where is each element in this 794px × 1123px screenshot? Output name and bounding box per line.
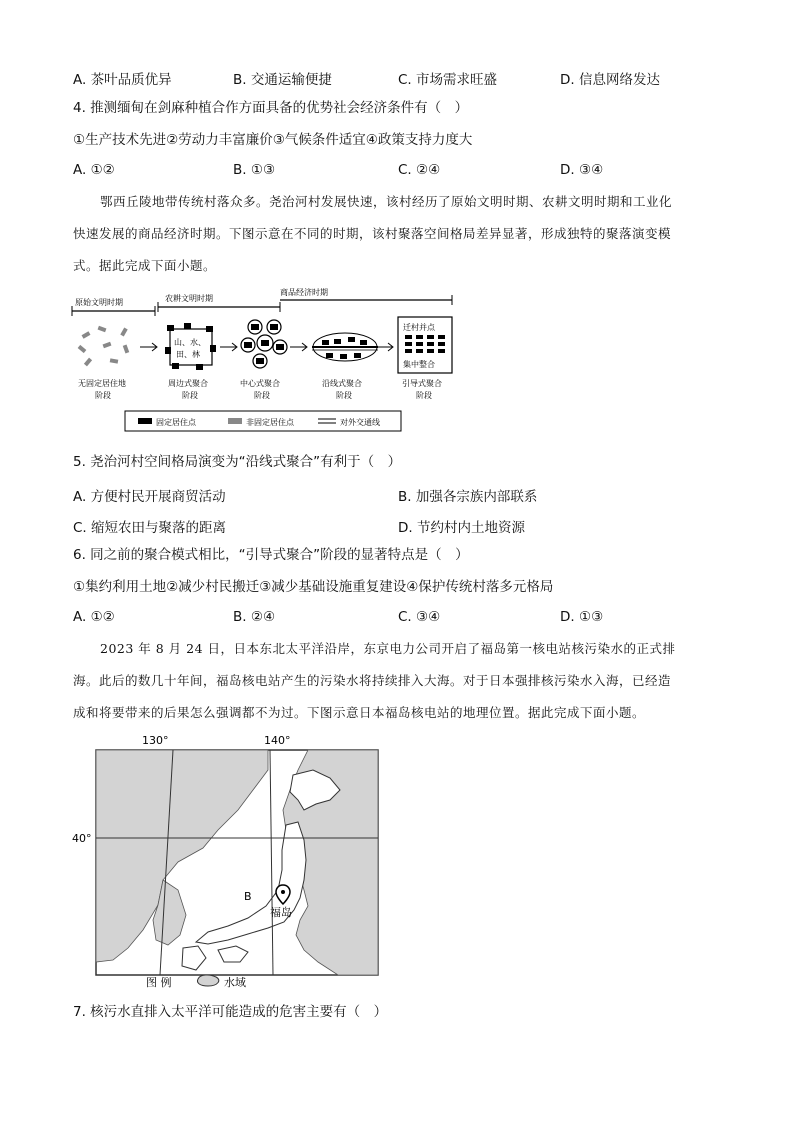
map-point-b-label: B [244,890,252,903]
q6-items: ①集约利用土地②减少村民搬迁③减少基础设施重复建设④保护传统村落多元格局 [73,579,554,595]
stage5-box-line1: 迁村并点 [403,323,435,332]
stage5-caption-2: 阶段 [416,391,432,400]
q5-option-d[interactable]: D. 节约村内土地资源 [398,520,525,536]
water-legend-swatch [197,975,218,986]
stage2-caption: 周边式聚合 [168,379,208,388]
q4-option-d[interactable]: D. ③④ [560,162,604,178]
q5-option-b[interactable]: B. 加强各宗族内部联系 [398,489,538,505]
q7-stem: 7. 核污水直排入太平洋可能造成的危害主要有（ ） [73,1004,388,1020]
q4-option-c[interactable]: C. ②④ [398,162,441,178]
fukushima-label: 福岛 [270,906,292,919]
map-legend-title: 图 例 [146,976,172,989]
q6-stem: 6. 同之前的聚合模式相比，“引导式聚合”阶段的显著特点是（ ） [73,547,469,563]
passage1-line-3: 式。据此完成下面小题。 [73,258,217,273]
legend-fixed: 固定居住点 [156,418,196,427]
q5-option-a[interactable]: A. 方便村民开展商贸活动 [73,489,226,505]
lon-140-label: 140° [264,734,291,747]
passage2-line-2: 海。此后的数几十年间，福岛核电站产生的污染水将持续排入大海。对于日本强排核污染水入海，已经造 [73,673,672,688]
stage3-caption-2: 阶段 [254,391,270,400]
stage3-caption: 中心式聚合 [240,379,280,388]
stage2-box-line2: 田、林 [176,350,200,359]
q4-option-a[interactable]: A. ①② [73,162,115,178]
q4-option-b[interactable]: B. ①③ [233,162,276,178]
passage2-line-3: 成和将要带来的后果怎么强调都不为过。下图示意日本福岛核电站的地理位置。据此完成下面小题。 [73,705,646,720]
q6-option-c[interactable]: C. ③④ [398,609,441,625]
q6-option-d[interactable]: D. ①③ [560,609,604,625]
q6-option-a[interactable]: A. ①② [73,609,115,625]
stage4-caption: 沿线式聚合 [322,379,362,388]
q4-items: ①生产技术先进②劳动力丰富廉价③气候条件适宜④政策支持力度大 [73,132,473,148]
period-label-farming: 农耕文明时期 [165,294,213,303]
settlement-evolution-figure [70,285,460,435]
passage1-line-2: 快速发展的商品经济时期。下图示意在不同的时期，该村聚落空间格局差异显著，形成独特的聚落演变模 [73,226,672,241]
q3-option-c[interactable]: C. 市场需求旺盛 [398,72,498,88]
passage2-line-1: 2023 年 8 月 24 日，日本东北太平洋沿岸，东京电力公司开启了福岛第一核电站核污染水的正式排 [100,641,676,656]
period-label-primitive: 原始文明时期 [75,298,123,307]
fukushima-map [68,730,388,992]
q3-option-b[interactable]: B. 交通运输便捷 [233,72,332,88]
map-legend-water: 水域 [224,976,246,989]
stage5-caption: 引导式聚合 [402,379,442,388]
stage4-caption-2: 阶段 [336,391,352,400]
q5-stem: 5. 尧治河村空间格局演变为“沿线式聚合”有利于（ ） [73,454,402,470]
stage1-caption: 无固定居住地 [78,379,126,388]
q3-option-a[interactable]: A. 茶叶品质优异 [73,72,172,88]
legend-nonfixed: 非固定居住点 [246,418,294,427]
q6-option-b[interactable]: B. ②④ [233,609,276,625]
stage2-caption-2: 阶段 [182,391,198,400]
stage5-box-line2: 集中整合 [403,360,435,369]
legend-transport: 对外交通线 [340,418,380,427]
stage1-caption-2: 阶段 [95,391,111,400]
q4-stem: 4. 推测缅甸在剑麻种植合作方面具备的优势社会经济条件有（ ） [73,100,469,116]
q3-option-d[interactable]: D. 信息网络发达 [560,72,660,88]
period-label-commodity: 商品经济时期 [280,288,328,297]
stage2-box-line1: 山、水、 [174,338,206,347]
q5-option-c[interactable]: C. 缩短农田与聚落的距离 [73,520,227,536]
lat-40-label: 40° [72,832,92,845]
lon-130-label: 130° [142,734,169,747]
passage1-line-1: 鄂西丘陵地带传统村落众多。尧治河村发展快速，该村经历了原始文明时期、农耕文明时期和工业化 [100,194,673,209]
